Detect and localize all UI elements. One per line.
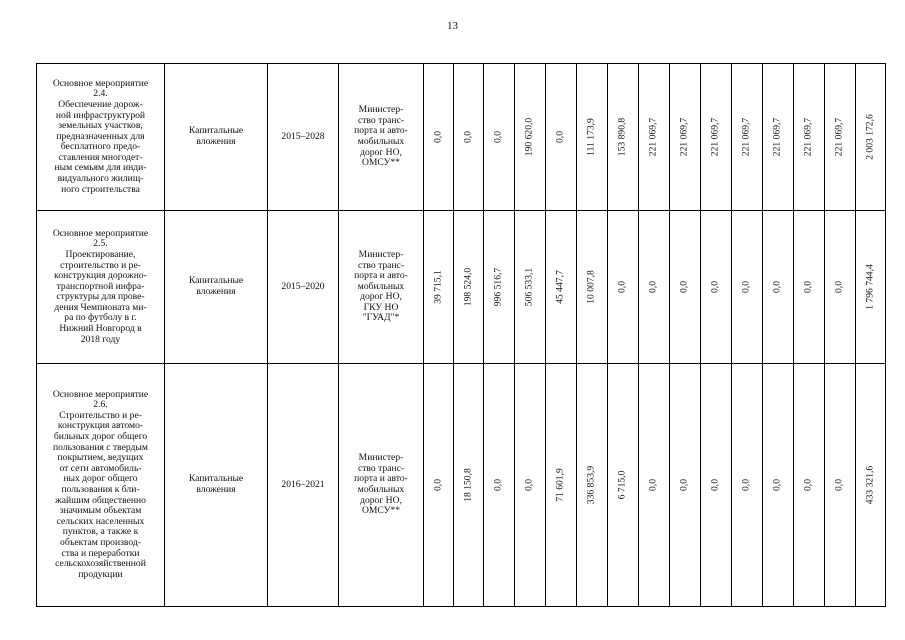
year-value-cell — [515, 64, 546, 211]
year-value-cell — [701, 211, 732, 364]
value-text: 221 069,7 — [833, 117, 845, 157]
value-text: 45 447,7 — [554, 270, 566, 304]
value-text: 1 796 744,4 — [864, 264, 876, 310]
year-value-cell — [701, 64, 732, 211]
value-text: 0,0 — [647, 479, 659, 491]
year-value-cell — [546, 364, 577, 607]
table-row — [37, 211, 886, 364]
executor-cell: Министер- ство транс- порта и авто- мобильных дорог НО, ОМСУ** — [339, 364, 424, 607]
year-value-cell — [424, 64, 454, 211]
value-text: 0,0 — [771, 281, 783, 293]
year-value-cell — [732, 211, 763, 364]
year-value-cell — [670, 211, 701, 364]
period-cell: 2016–2021 — [268, 364, 339, 607]
funding-type-cell: Капитальные вложения — [165, 211, 268, 364]
value-text: 221 069,7 — [678, 117, 690, 157]
value-text: 0,0 — [554, 131, 566, 143]
table-row — [37, 64, 886, 211]
year-value-cell — [639, 364, 670, 607]
activity-name-cell: Основное мероприятие 2.4. Обеспечение дорож- ной инфраструктурой земельных участков, предназначенных для бесплатного предо- ставления многодет- ным семьям для инди- видуального жилищ- ного строительства — [37, 64, 165, 211]
year-value-cell — [424, 211, 454, 364]
value-text: 0,0 — [740, 479, 752, 491]
year-value-cell — [454, 64, 484, 211]
year-value-cell — [608, 364, 639, 607]
year-value-cell — [825, 211, 856, 364]
year-value-cell — [484, 211, 515, 364]
value-text: 0,0 — [492, 131, 504, 143]
funding-type-cell: Капитальные вложения — [165, 364, 268, 607]
period-cell: 2015–2020 — [268, 211, 339, 364]
value-text: 0,0 — [678, 479, 690, 491]
year-value-cell — [454, 364, 484, 607]
value-text: 0,0 — [833, 479, 845, 491]
year-value-cell — [763, 364, 794, 607]
value-text: 198 524,0 — [462, 267, 474, 307]
year-value-cell — [515, 211, 546, 364]
year-value-cell — [732, 64, 763, 211]
year-value-cell — [794, 64, 825, 211]
year-value-cell — [608, 64, 639, 211]
value-text: 2 003 172,6 — [864, 114, 876, 160]
value-text: 0,0 — [678, 281, 690, 293]
value-text: 0,0 — [771, 479, 783, 491]
year-value-cell — [577, 211, 608, 364]
year-value-cell — [732, 364, 763, 607]
funding-table — [36, 63, 886, 607]
year-value-cell — [825, 364, 856, 607]
total-value-cell — [856, 64, 886, 211]
value-text: 190 620,0 — [523, 117, 535, 157]
value-text: 221 069,7 — [771, 117, 783, 157]
total-value-cell — [856, 211, 886, 364]
value-text: 0,0 — [709, 281, 721, 293]
value-text: 0,0 — [740, 281, 752, 293]
value-text: 0,0 — [616, 281, 628, 293]
value-text: 506 533,1 — [523, 267, 535, 307]
table-row — [37, 364, 886, 607]
value-text: 221 069,7 — [647, 117, 659, 157]
period-cell: 2015–2028 — [268, 64, 339, 211]
year-value-cell — [639, 64, 670, 211]
value-text: 0,0 — [492, 479, 504, 491]
value-text: 0,0 — [462, 131, 474, 143]
funding-type-cell: Капитальные вложения — [165, 64, 268, 211]
year-value-cell — [763, 64, 794, 211]
year-value-cell — [424, 364, 454, 607]
value-text: 996 516,7 — [492, 267, 504, 307]
year-value-cell — [608, 211, 639, 364]
value-text: 0,0 — [432, 479, 444, 491]
value-text: 0,0 — [833, 281, 845, 293]
value-text: 0,0 — [802, 281, 814, 293]
year-value-cell — [794, 211, 825, 364]
page-number: 13 — [447, 20, 458, 32]
value-text: 10 007,8 — [585, 270, 597, 304]
value-text: 336 853,9 — [585, 465, 597, 505]
executor-cell: Министер- ство транс- порта и авто- мобильных дорог НО, ОМСУ** — [339, 64, 424, 211]
year-value-cell — [825, 64, 856, 211]
value-text: 6 715,0 — [616, 470, 628, 500]
value-text: 0,0 — [709, 479, 721, 491]
year-value-cell — [670, 64, 701, 211]
executor-cell: Министер- ство транс- порта и авто- мобильных дорог НО, ГКУ НО "ГУАД"* — [339, 211, 424, 364]
value-text: 221 069,7 — [709, 117, 721, 157]
value-text: 0,0 — [802, 479, 814, 491]
year-value-cell — [577, 64, 608, 211]
year-value-cell — [701, 364, 732, 607]
value-text: 39 715,1 — [432, 270, 444, 304]
value-text: 0,0 — [523, 479, 535, 491]
year-value-cell — [454, 211, 484, 364]
value-text: 221 069,7 — [802, 117, 814, 157]
value-text: 0,0 — [647, 281, 659, 293]
year-value-cell — [670, 364, 701, 607]
year-value-cell — [763, 211, 794, 364]
value-text: 433 321,6 — [864, 465, 876, 505]
year-value-cell — [639, 211, 670, 364]
year-value-cell — [515, 364, 546, 607]
year-value-cell — [546, 211, 577, 364]
value-text: 0,0 — [432, 131, 444, 143]
value-text: 221 069,7 — [740, 117, 752, 157]
value-text: 111 173,9 — [585, 118, 597, 156]
value-text: 71 601,9 — [554, 468, 566, 502]
value-text: 18 150,8 — [462, 468, 474, 502]
year-value-cell — [484, 64, 515, 211]
year-value-cell — [546, 64, 577, 211]
total-value-cell — [856, 364, 886, 607]
activity-name-cell: Основное мероприятие 2.5. Проектирование, строительство и ре- конструкция дорожно- транспортной инфра- структуры для прове- дения Чемпионата ми- ра по футболу в г. Нижний Новгород в 2018 году — [37, 211, 165, 364]
value-text: 153 890,8 — [616, 117, 628, 157]
year-value-cell — [484, 364, 515, 607]
year-value-cell — [794, 364, 825, 607]
activity-name-cell: Основное мероприятие 2.6. Строительство и ре- конструкция автомо- бильных дорог общего пользования с твердым покрытием, ведущих от сети автомобиль- ных дорог общего пользования к бли- жайшим общественно значимым объектам сельских населенных пунктов, а также к объектам производ- ства и переработки сельскохозяйственной продукции — [37, 364, 165, 607]
year-value-cell — [577, 364, 608, 607]
